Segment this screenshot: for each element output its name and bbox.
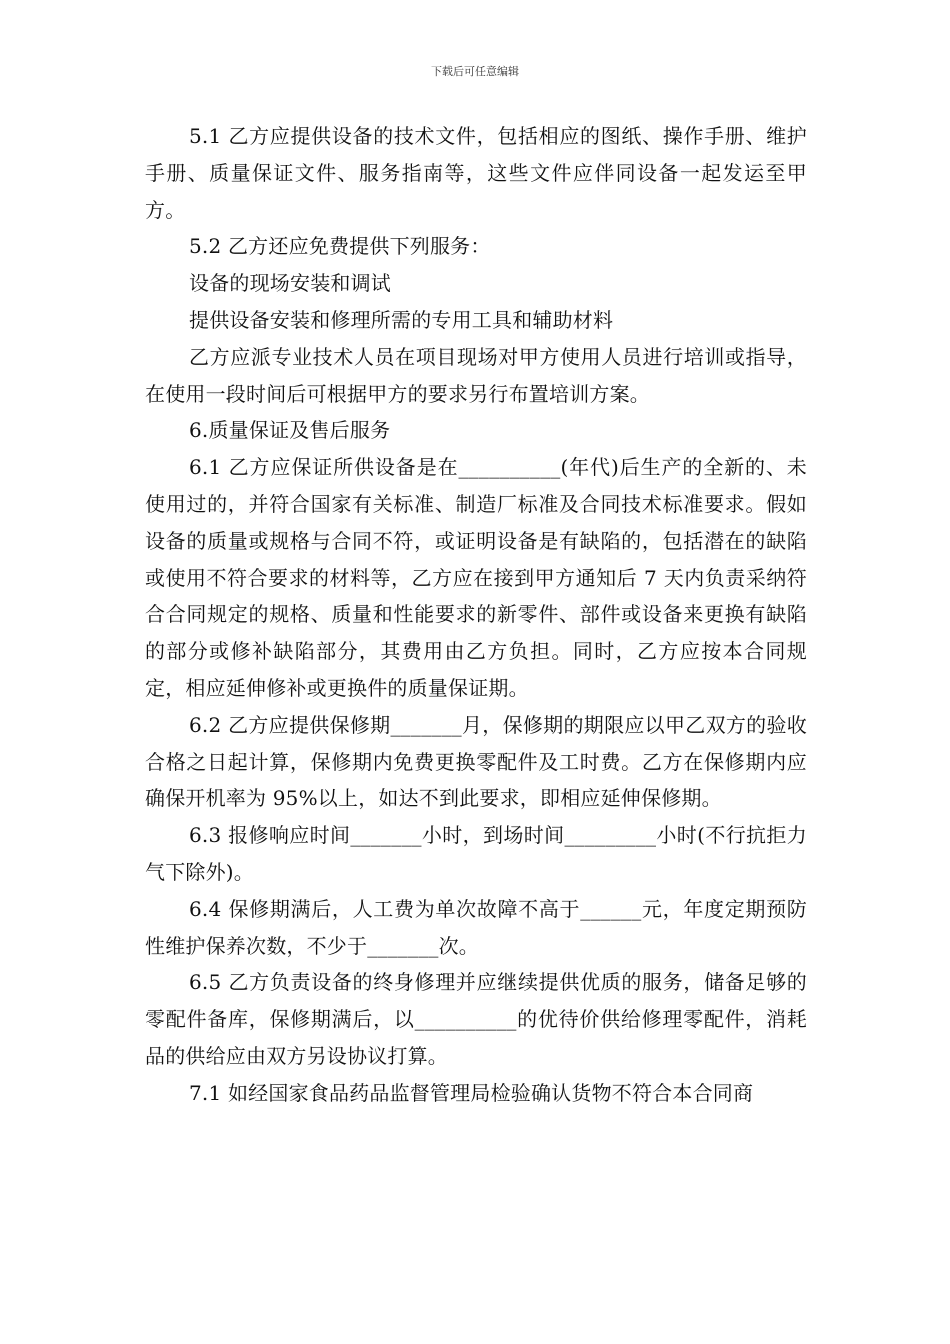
- page-header: 下载后可任意编辑: [431, 65, 519, 78]
- section-heading-6: 6.质量保证及售后服务: [189, 418, 391, 443]
- paragraph-6-3: 6.3 报修响应时间_______小时，到场时间_________小时(不行抗拒力气下除外)。: [145, 823, 807, 884]
- paragraph-training: 乙方应派专业技术人员在项目现场对甲方使用人员进行培训或指导，在使用一段时间后可根据甲方的要求另行布置培训方案。: [145, 344, 807, 406]
- paragraph-7-1: 7.1 如经国家食品药品监督管理局检验确认货物不符合本合同商: [189, 1080, 754, 1105]
- paragraph-6-5: 6.5 乙方负责设备的终身修理并应继续提供优质的服务，储备足够的零配件备库，保修期满后，以__________的优待价供给修理零配件，消耗品的供给应由双方另设协议打算。: [145, 970, 807, 1068]
- paragraph-6-1: 6.1 乙方应保证所供设备是在__________(年代)后生产的全新的、未使用过的，并符合国家有关标准、制造厂标准及合同技术标准要求。假如设备的质量或规格与合同不符，或证明设备是有缺陷的，包括潜在的缺陷或使用不符合要求的材料等，乙方应在接到甲方通知后 7 天内负责采纳符合合同规定的规格、质量和性能要求的新零件、部件或设备来更换有缺陷的部分或修补缺陷部分，其费用由乙方负担。同时，乙方应按本合同规定，相应延伸修补或更换件的质量保证期。: [145, 455, 807, 700]
- paragraph-service-tools: 提供设备安装和修理所需的专用工具和辅助材料: [189, 307, 614, 332]
- paragraph-service-install: 设备的现场安装和调试: [189, 271, 391, 296]
- paragraph-6-2: 6.2 乙方应提供保修期_______月，保修期的期限应以甲乙双方的验收合格之日起计算，保修期内免费更换零配件及工时费。乙方在保修期内应确保开机率为 95%以上，如达不到此要求，即相应延伸保修期。: [145, 712, 807, 811]
- document-body: [145, 118, 807, 1112]
- paragraph-6-4: 6.4 保修期满后，人工费为单次故障不高于______元，年度定期预防性维护保养次数，不少于_______次。: [145, 896, 807, 958]
- paragraph-5-2: 5.2 乙方还应免费提供下列服务：: [189, 234, 491, 259]
- paragraph-5-1: 5.1 乙方应提供设备的技术文件，包括相应的图纸、操作手册、维护手册、质量保证文件、服务指南等，这些文件应伴同设备一起发运至甲方。: [145, 124, 807, 222]
